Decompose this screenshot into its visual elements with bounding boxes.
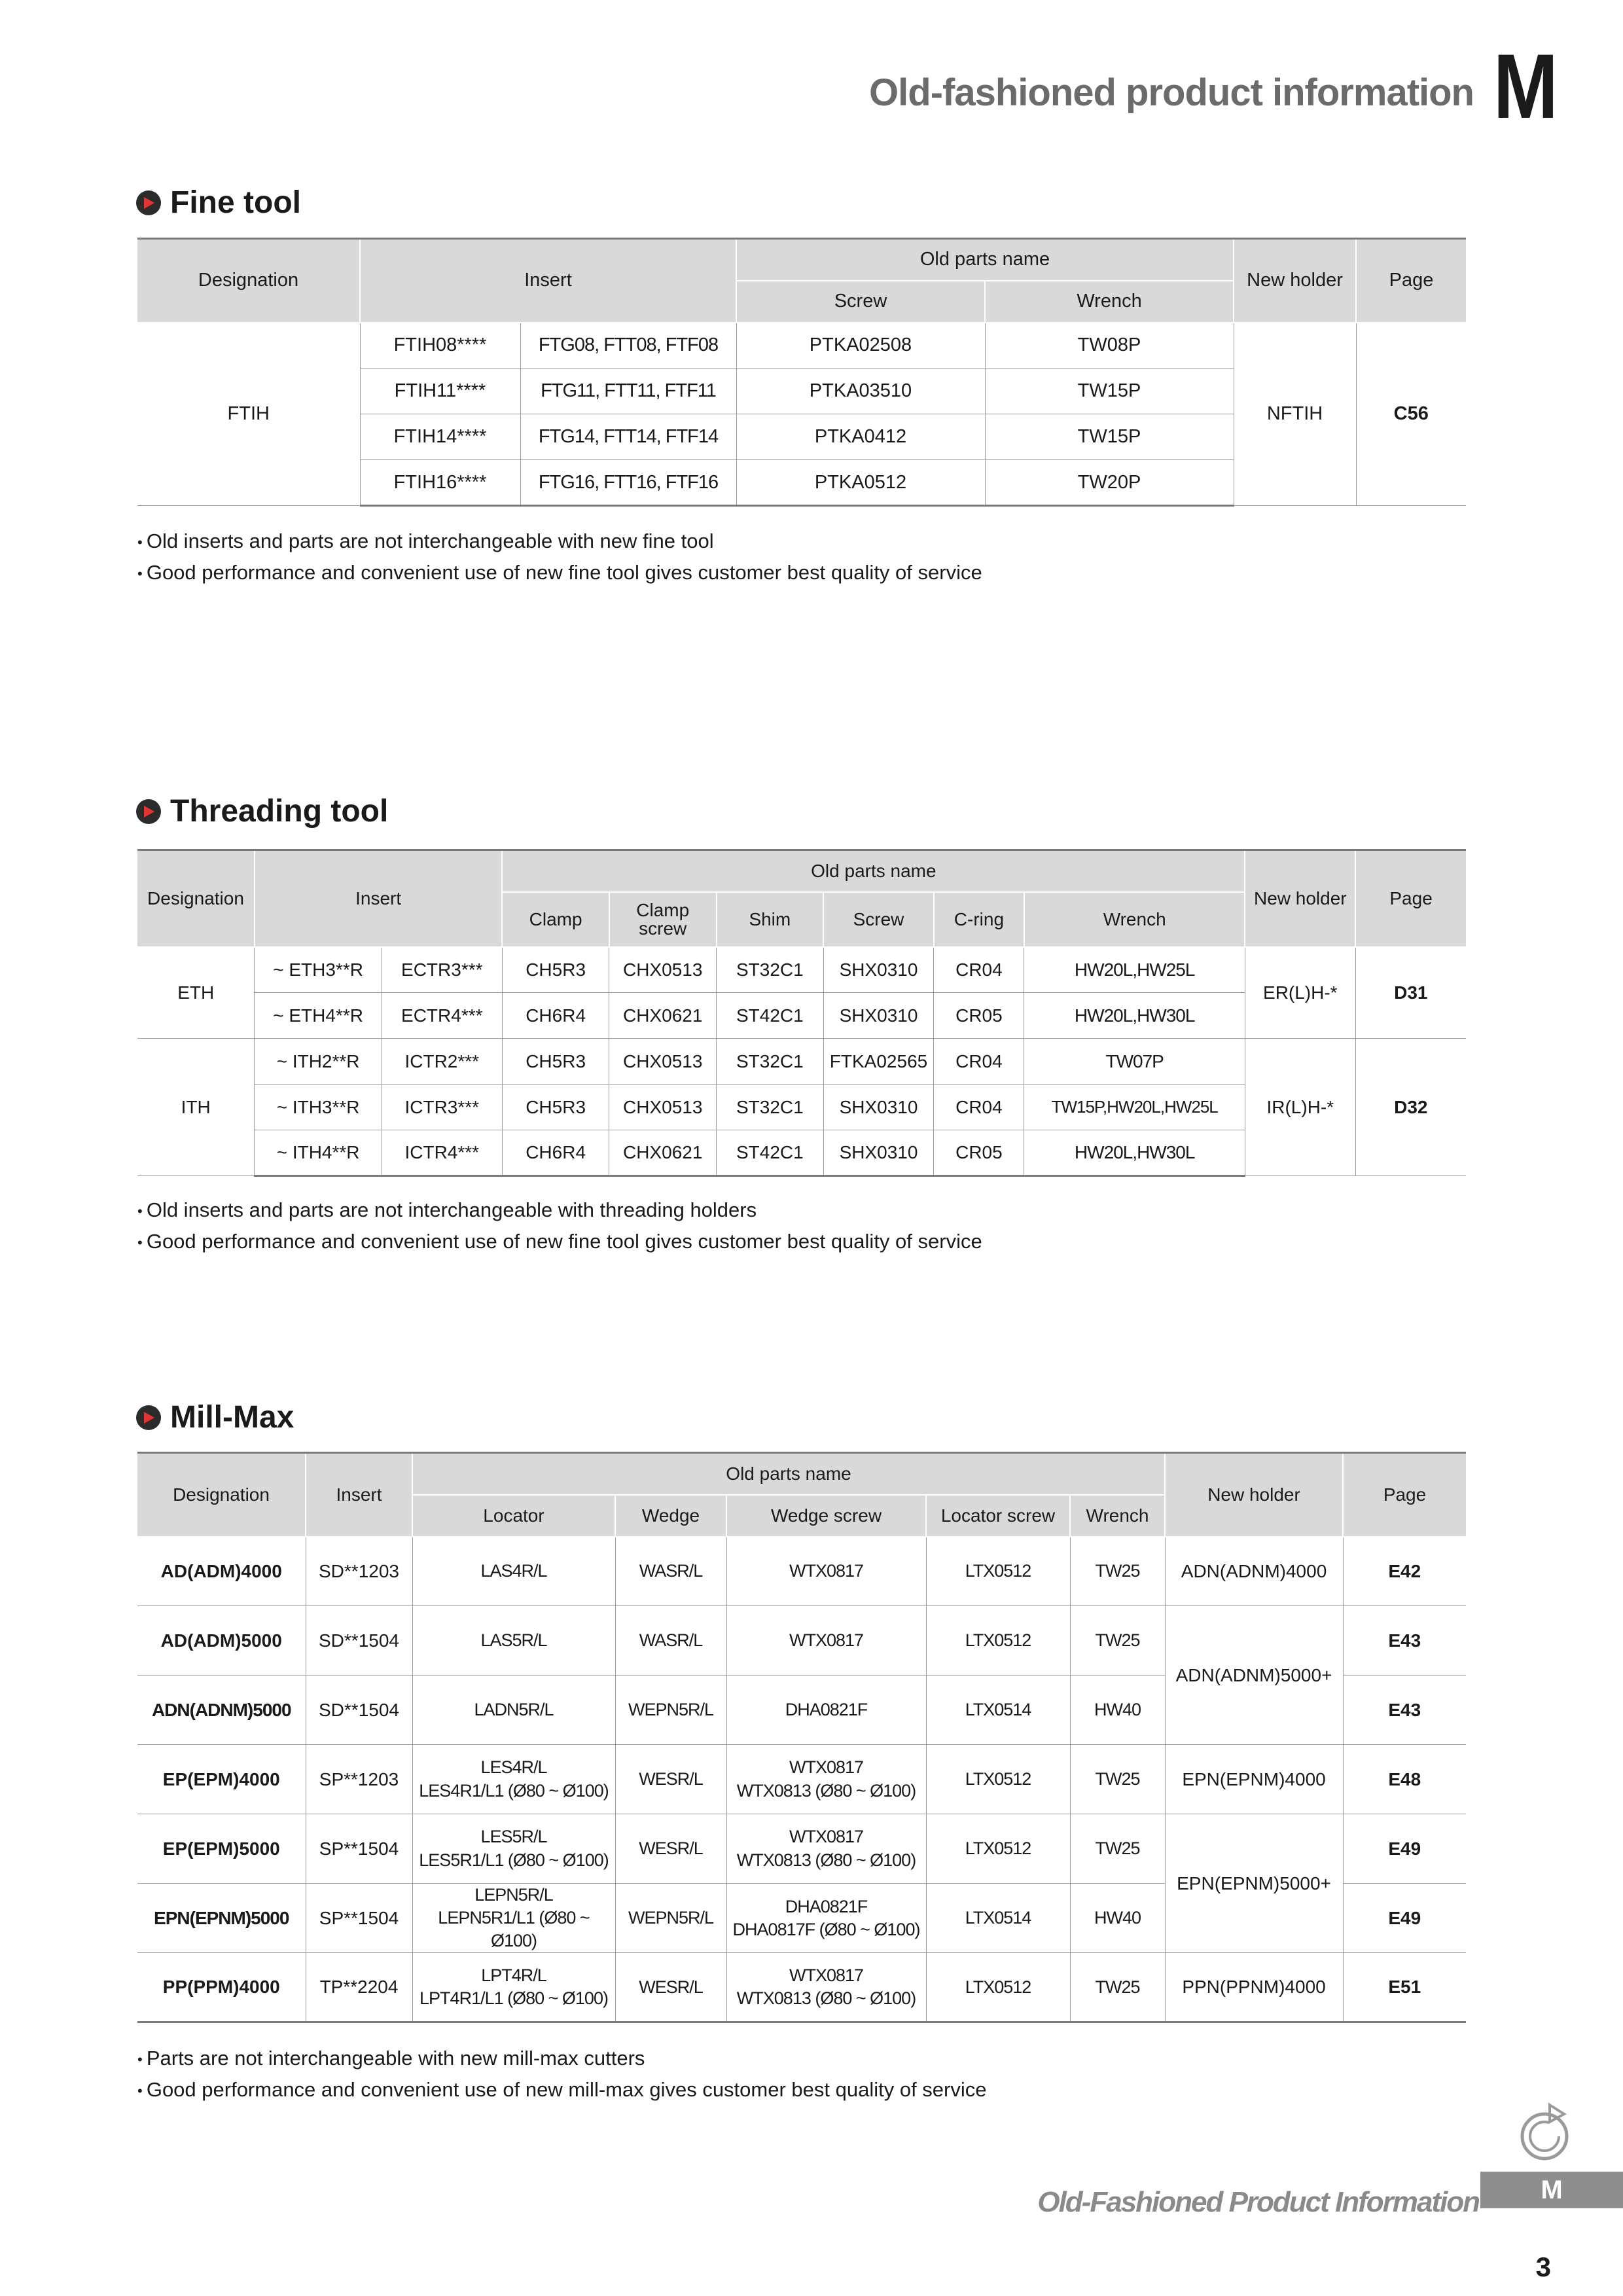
new-holder-cell: IR(L)H-*	[1245, 1039, 1355, 1176]
locator-screw-cell: LTX0512	[926, 1953, 1070, 2022]
header-new-holder: New holder	[1245, 850, 1355, 947]
screw-cell: PTKA0512	[736, 460, 985, 506]
screw-cell: SHX0310	[823, 1085, 934, 1130]
section-title: Fine tool	[170, 185, 301, 220]
header-wedge-screw: Wedge screw	[726, 1495, 926, 1537]
wedge-screw-cell: WTX0817 WTX0813 (Ø80 ~ Ø100)	[726, 1745, 926, 1814]
note-item: • Parts are not interchangeable with new mill-max cutters	[137, 2043, 987, 2075]
header-designation: Designation	[137, 1453, 306, 1537]
designation-cell: ITH	[137, 1039, 255, 1176]
locator-cell: LES4R/L LES4R1/L1 (Ø80 ~ Ø100)	[412, 1745, 615, 1814]
page-number: 3	[1535, 2251, 1551, 2282]
wedge-screw-cell: WTX0817 WTX0813 (Ø80 ~ Ø100)	[726, 1953, 926, 2022]
wrench-cell: HW20L,HW25L	[1024, 947, 1245, 993]
table-row	[137, 1039, 1466, 1085]
insert-types: FTG11, FTT11, FTF11	[520, 368, 736, 414]
header-wrench: Wrench	[1024, 892, 1245, 947]
arrow-bullet-icon	[136, 799, 161, 824]
fine-tool-notes	[137, 526, 982, 589]
insert-cell: SD**1504	[306, 1676, 412, 1745]
header-wedge: Wedge	[615, 1495, 726, 1537]
locator-cell: LADN5R/L	[412, 1676, 615, 1745]
note-item: • Old inserts and parts are not interchangeable with new fine tool	[137, 526, 982, 558]
page-cell: D32	[1355, 1039, 1466, 1176]
table-row	[137, 1953, 1466, 2022]
header-locator: Locator	[412, 1495, 615, 1537]
header-old-parts: Old parts name	[412, 1453, 1165, 1495]
clamp-cell: CH5R3	[502, 1085, 609, 1130]
refresh-icon	[1512, 2101, 1577, 2166]
new-holder-cell: EPN(EPNM)5000+	[1165, 1814, 1343, 1953]
designation-cell: EPN(EPNM)5000	[137, 1884, 306, 1953]
footer-section-tab: M	[1480, 2172, 1623, 2208]
header-designation: Designation	[137, 239, 360, 323]
insert-types: FTG08, FTT08, FTF08	[520, 323, 736, 368]
wrench-cell: TW20P	[985, 460, 1234, 506]
wedge-screw-cell: DHA0821F	[726, 1676, 926, 1745]
header-page: Page	[1355, 850, 1466, 947]
insert-cell: ICTR4***	[382, 1130, 502, 1176]
page-cell: E43	[1343, 1606, 1466, 1676]
insert-cell: TP**2204	[306, 1953, 412, 2022]
header-locator-screw: Locator screw	[926, 1495, 1070, 1537]
page-cell: E49	[1343, 1814, 1466, 1884]
insert-cell: ICTR3***	[382, 1085, 502, 1130]
locator-cell: LPT4R/L LPT4R1/L1 (Ø80 ~ Ø100)	[412, 1953, 615, 2022]
shim-cell: ST42C1	[717, 993, 824, 1039]
new-holder-cell: ER(L)H-*	[1245, 947, 1355, 1039]
mill-max-heading	[136, 1399, 294, 1435]
page-cell: E51	[1343, 1953, 1466, 2022]
locator-cell: LEPN5R/L LEPN5R1/L1 (Ø80 ~ Ø100)	[412, 1884, 615, 1953]
screw-cell: PTKA02508	[736, 323, 985, 368]
clamp-screw-cell: CHX0513	[609, 1085, 717, 1130]
arrow-bullet-icon	[136, 1405, 161, 1430]
header-clamp: Clamp	[502, 892, 609, 947]
screw-cell: SHX0310	[823, 993, 934, 1039]
insert-cell: SP**1504	[306, 1814, 412, 1884]
mill-max-notes	[137, 2043, 987, 2106]
clamp-cell: CH5R3	[502, 947, 609, 993]
locator-cell: LES5R/L LES5R1/L1 (Ø80 ~ Ø100)	[412, 1814, 615, 1884]
footer-title: Old-Fashioned Product Information	[1037, 2186, 1479, 2218]
header-wrench: Wrench	[985, 281, 1234, 323]
section-letter: M	[1493, 35, 1559, 137]
new-holder-cell: ADN(ADNM)4000	[1165, 1537, 1343, 1606]
designation-cell: AD(ADM)4000	[137, 1537, 306, 1606]
locator-screw-cell: LTX0512	[926, 1537, 1070, 1606]
header-insert: Insert	[255, 850, 502, 947]
wrench-cell: HW20L,HW30L	[1024, 993, 1245, 1039]
wrench-cell: HW20L,HW30L	[1024, 1130, 1245, 1176]
cring-cell: CR05	[934, 993, 1024, 1039]
insert-types: FTG14, FTT14, FTF14	[520, 414, 736, 460]
header-old-parts: Old parts name	[736, 239, 1234, 281]
range-cell: ~ ITH4**R	[255, 1130, 382, 1176]
screw-cell: PTKA03510	[736, 368, 985, 414]
header-insert: Insert	[306, 1453, 412, 1537]
locator-screw-cell: LTX0514	[926, 1884, 1070, 1953]
clamp-cell: CH6R4	[502, 1130, 609, 1176]
wedge-cell: WASR/L	[615, 1606, 726, 1676]
insert-cell: SD**1504	[306, 1606, 412, 1676]
clamp-screw-cell: CHX0513	[609, 947, 717, 993]
screw-cell: SHX0310	[823, 947, 934, 993]
clamp-cell: CH5R3	[502, 1039, 609, 1085]
insert-cell: SD**1203	[306, 1537, 412, 1606]
note-item: • Old inserts and parts are not interchangeable with threading holders	[137, 1195, 982, 1227]
note-item: • Good performance and convenient use of new mill-max gives customer best quality of service	[137, 2075, 987, 2106]
wedge-cell: WESR/L	[615, 1814, 726, 1884]
locator-screw-cell: LTX0512	[926, 1745, 1070, 1814]
threading-tool-heading	[136, 793, 388, 829]
new-holder-cell: PPN(PPNM)4000	[1165, 1953, 1343, 2022]
new-holder-cell: NFTIH	[1234, 323, 1356, 506]
note-item: • Good performance and convenient use of new fine tool gives customer best quality of service	[137, 558, 982, 589]
clamp-screw-cell: CHX0621	[609, 1130, 717, 1176]
designation-cell: EP(EPM)4000	[137, 1745, 306, 1814]
wrench-cell: TW25	[1070, 1606, 1165, 1676]
wrench-cell: TW07P	[1024, 1039, 1245, 1085]
wedge-screw-cell: WTX0817	[726, 1537, 926, 1606]
wrench-cell: TW25	[1070, 1745, 1165, 1814]
designation-cell: ETH	[137, 947, 255, 1039]
threading-tool-notes	[137, 1195, 982, 1258]
screw-cell: FTKA02565	[823, 1039, 934, 1085]
page-cell: E48	[1343, 1745, 1466, 1814]
range-cell: ~ ETH4**R	[255, 993, 382, 1039]
table-row	[137, 1537, 1466, 1606]
wrench-cell: TW15P	[985, 414, 1234, 460]
insert-code: FTIH11****	[360, 368, 520, 414]
page-cell: C56	[1356, 323, 1466, 506]
clamp-screw-cell: CHX0621	[609, 993, 717, 1039]
page-cell: E49	[1343, 1884, 1466, 1953]
wedge-cell: WEPN5R/L	[615, 1676, 726, 1745]
wedge-cell: WESR/L	[615, 1953, 726, 2022]
header-cring: C-ring	[934, 892, 1024, 947]
insert-cell: ICTR2***	[382, 1039, 502, 1085]
locator-screw-cell: LTX0514	[926, 1676, 1070, 1745]
clamp-cell: CH6R4	[502, 993, 609, 1039]
new-holder-cell: ADN(ADNM)5000+	[1165, 1606, 1343, 1745]
locator-screw-cell: LTX0512	[926, 1814, 1070, 1884]
section-title: Mill-Max	[170, 1400, 294, 1435]
table-row	[137, 947, 1466, 993]
insert-code: FTIH14****	[360, 414, 520, 460]
shim-cell: ST42C1	[717, 1130, 824, 1176]
designation-cell: PP(PPM)4000	[137, 1953, 306, 2022]
wrench-cell: TW08P	[985, 323, 1234, 368]
header-clamp-screw: Clamp screw	[609, 892, 717, 947]
designation-cell: ADN(ADNM)5000	[137, 1676, 306, 1745]
insert-cell: ECTR4***	[382, 993, 502, 1039]
designation-cell: EP(EPM)5000	[137, 1814, 306, 1884]
shim-cell: ST32C1	[717, 1039, 824, 1085]
designation-cell: FTIH	[137, 323, 360, 506]
wrench-cell: HW40	[1070, 1884, 1165, 1953]
wrench-cell: TW15P	[985, 368, 1234, 414]
insert-code: FTIH08****	[360, 323, 520, 368]
table-row	[137, 323, 1466, 368]
wedge-screw-cell: WTX0817 WTX0813 (Ø80 ~ Ø100)	[726, 1814, 926, 1884]
locator-screw-cell: LTX0512	[926, 1606, 1070, 1676]
cring-cell: CR04	[934, 1039, 1024, 1085]
header-page: Page	[1356, 239, 1466, 323]
wrench-cell: TW15P,HW20L,HW25L	[1024, 1085, 1245, 1130]
designation-cell: AD(ADM)5000	[137, 1606, 306, 1676]
header-designation: Designation	[137, 850, 255, 947]
table-row	[137, 1814, 1466, 1884]
range-cell: ~ ETH3**R	[255, 947, 382, 993]
header-wrench: Wrench	[1070, 1495, 1165, 1537]
header-old-parts: Old parts name	[502, 850, 1245, 892]
insert-cell: ECTR3***	[382, 947, 502, 993]
new-holder-cell: EPN(EPNM)4000	[1165, 1745, 1343, 1814]
wrench-cell: HW40	[1070, 1676, 1165, 1745]
wrench-cell: TW25	[1070, 1953, 1165, 2022]
screw-cell: SHX0310	[823, 1130, 934, 1176]
shim-cell: ST32C1	[717, 1085, 824, 1130]
note-item: • Good performance and convenient use of new fine tool gives customer best quality of service	[137, 1227, 982, 1258]
range-cell: ~ ITH3**R	[255, 1085, 382, 1130]
locator-cell: LAS5R/L	[412, 1606, 615, 1676]
header-page: Page	[1343, 1453, 1466, 1537]
cring-cell: CR05	[934, 1130, 1024, 1176]
cring-cell: CR04	[934, 1085, 1024, 1130]
fine-tool-heading	[136, 185, 301, 221]
insert-cell: SP**1504	[306, 1884, 412, 1953]
header-shim: Shim	[717, 892, 824, 947]
wedge-cell: WEPN5R/L	[615, 1884, 726, 1953]
insert-code: FTIH16****	[360, 460, 520, 506]
wedge-screw-cell: DHA0821F DHA0817F (Ø80 ~ Ø100)	[726, 1884, 926, 1953]
wedge-cell: WASR/L	[615, 1537, 726, 1606]
header-new-holder: New holder	[1234, 239, 1356, 323]
wrench-cell: TW25	[1070, 1537, 1165, 1606]
arrow-bullet-icon	[136, 190, 161, 215]
wedge-screw-cell: WTX0817	[726, 1606, 926, 1676]
fine-tool-table	[137, 238, 1466, 507]
header-screw: Screw	[823, 892, 934, 947]
page-title: Old-fashioned product information	[869, 71, 1474, 114]
page-cell: E43	[1343, 1676, 1466, 1745]
locator-cell: LAS4R/L	[412, 1537, 615, 1606]
threading-tool-table	[137, 849, 1466, 1177]
wedge-cell: WESR/L	[615, 1745, 726, 1814]
insert-cell: SP**1203	[306, 1745, 412, 1814]
mill-max-table	[137, 1452, 1466, 2023]
screw-cell: PTKA0412	[736, 414, 985, 460]
page-cell: E42	[1343, 1537, 1466, 1606]
page-cell: D31	[1355, 947, 1466, 1039]
wrench-cell: TW25	[1070, 1814, 1165, 1884]
header-new-holder: New holder	[1165, 1453, 1343, 1537]
insert-types: FTG16, FTT16, FTF16	[520, 460, 736, 506]
clamp-screw-cell: CHX0513	[609, 1039, 717, 1085]
cring-cell: CR04	[934, 947, 1024, 993]
section-title: Threading tool	[170, 794, 389, 829]
table-row	[137, 1745, 1466, 1814]
header-screw: Screw	[736, 281, 985, 323]
shim-cell: ST32C1	[717, 947, 824, 993]
range-cell: ~ ITH2**R	[255, 1039, 382, 1085]
header-insert: Insert	[360, 239, 736, 323]
table-row	[137, 1606, 1466, 1676]
